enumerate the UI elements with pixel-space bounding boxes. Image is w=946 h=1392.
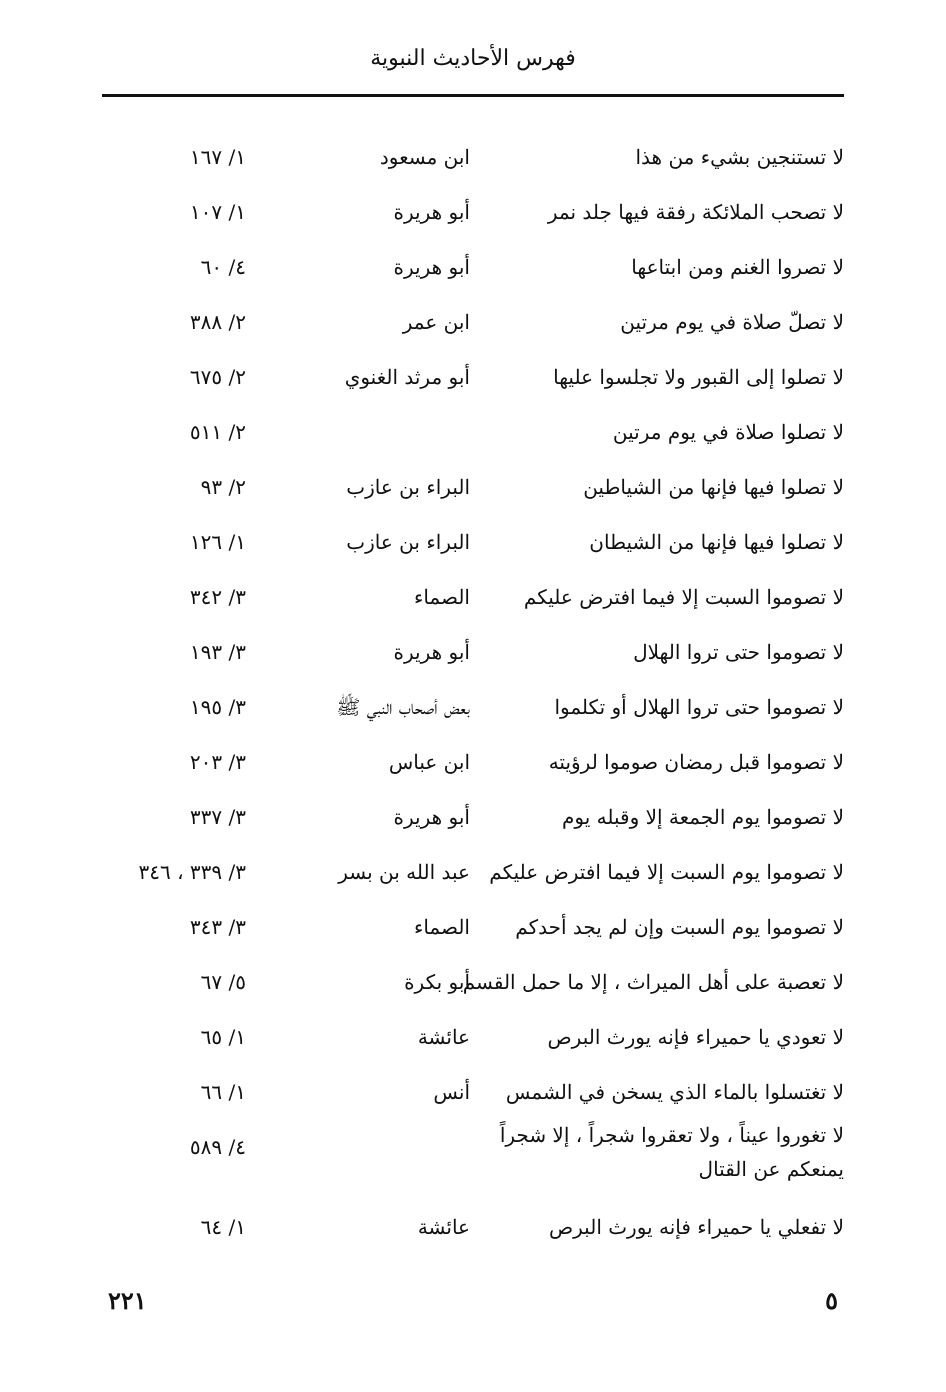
narrator-name: عائشة <box>417 1025 470 1049</box>
hadith-text: لا تغوروا عيناً ، ولا تعقروا شجراً ، إلا شجراً يمنعكم عن القتال <box>499 1123 844 1181</box>
volume-page-reference: ٤/ ٦٠ <box>200 255 246 279</box>
list-item <box>0 623 946 678</box>
hadith-text: لا تصلوا فيها فإنها من الشياطين <box>583 475 844 499</box>
list-item <box>0 293 946 348</box>
hadith-text: لا تصوموا حتى تروا الهلال أو تكلموا <box>554 695 844 719</box>
volume-number: ٥ <box>825 1286 838 1315</box>
list-item <box>0 953 946 1008</box>
volume-page-reference: ١/ ١٦٧ <box>189 145 246 169</box>
hadith-text: لا تصوموا يوم السبت إلا فيما افترض عليكم <box>489 860 844 884</box>
list-item <box>0 183 946 238</box>
list-item <box>0 238 946 293</box>
list-item <box>0 1118 946 1198</box>
narrator-name: أبو هريرة <box>393 255 470 279</box>
hadith-text: لا تصحب الملائكة رفقة فيها جلد نمر <box>547 200 844 224</box>
list-item <box>0 403 946 458</box>
narrator-name: الصماء <box>413 585 470 609</box>
hadith-text: لا تصلوا صلاة في يوم مرتين <box>612 420 844 444</box>
page-header-title: فهرس الأحاديث النبوية <box>370 46 576 71</box>
volume-page-reference: ٣/ ٣٤٢ <box>189 585 246 609</box>
list-item <box>0 788 946 843</box>
volume-page-reference: ٣/ ٢٠٣ <box>189 750 246 774</box>
narrator-name: البراء بن عازب <box>346 475 470 499</box>
list-item <box>0 1198 946 1253</box>
volume-page-reference: ١/ ٦٦ <box>200 1080 246 1104</box>
list-item <box>0 898 946 953</box>
page-number: ٢٢١ <box>108 1286 147 1315</box>
hadith-text: لا تعودي يا حميراء فإنه يورث البرص <box>547 1025 844 1049</box>
hadith-index-list <box>0 128 946 1253</box>
list-item <box>0 733 946 788</box>
narrator-name: ابن مسعود <box>379 145 470 169</box>
hadith-text: لا تفعلي يا حميراء فإنه يورث البرص <box>548 1215 844 1239</box>
hadith-text: لا تصلوا إلى القبور ولا تجلسوا عليها <box>553 365 844 389</box>
volume-page-reference: ٢/ ٩٣ <box>200 475 246 499</box>
list-item <box>0 1008 946 1063</box>
volume-page-reference: ١/ ١٢٦ <box>189 530 246 554</box>
list-item <box>0 678 946 733</box>
narrator-name: ابن عمر <box>402 310 470 334</box>
volume-page-reference: ١/ ١٠٧ <box>189 200 246 224</box>
narrator-name: أبو هريرة <box>393 805 470 829</box>
hadith-text: لا تصوموا السبت إلا فيما افترض عليكم <box>523 585 844 609</box>
hadith-text: لا تصوموا حتى تروا الهلال <box>633 640 844 664</box>
hadith-text: لا تغتسلوا بالماء الذي يسخن في الشمس <box>505 1080 844 1104</box>
narrator-name: عائشة <box>417 1215 470 1239</box>
hadith-text: لا تستنجين بشيء من هذا <box>635 145 844 169</box>
narrator-name: الصماء <box>413 915 470 939</box>
list-item <box>0 458 946 513</box>
volume-page-reference: ٣/ ١٩٥ <box>189 695 246 719</box>
hadith-text: لا تصوموا يوم السبت وإن لم يجد أحدكم <box>515 915 844 939</box>
hadith-text: لا تصوموا قبل رمضان صوموا لرؤيته <box>548 750 844 774</box>
narrator-name: البراء بن عازب <box>346 530 470 554</box>
narrator-name: ابن عباس <box>388 750 470 774</box>
volume-page-reference: ٣/ ١٩٣ <box>189 640 246 664</box>
hadith-text: لا تصوموا يوم الجمعة إلا وقبله يوم <box>561 805 844 829</box>
volume-page-reference: ٢/ ٥١١ <box>189 420 246 444</box>
list-item <box>0 568 946 623</box>
volume-page-reference: ٢/ ٣٨٨ <box>189 310 246 334</box>
volume-page-reference: ١/ ٦٥ <box>200 1025 246 1049</box>
volume-page-reference: ٥/ ٦٧ <box>200 970 246 994</box>
hadith-text: لا تعصبة على أهل الميراث ، إلا ما حمل القسم <box>462 970 844 994</box>
volume-page-reference: ٣/ ٣٣٩ ، ٣٤٦ <box>138 860 246 884</box>
hadith-text: لا تصروا الغنم ومن ابتاعها <box>631 255 844 279</box>
list-item <box>0 348 946 403</box>
narrator-name: أنس <box>433 1080 470 1104</box>
narrator-name: عبد الله بن بسر <box>338 860 470 884</box>
hadith-text: لا تصلّ صلاة في يوم مرتين <box>620 310 844 334</box>
volume-page-reference: ٢/ ٦٧٥ <box>189 365 246 389</box>
list-item <box>0 128 946 183</box>
narrator-name: أبو هريرة <box>393 200 470 224</box>
header-divider <box>102 94 844 97</box>
list-item <box>0 513 946 568</box>
volume-page-reference: ٤/ ٥٨٩ <box>189 1135 246 1159</box>
narrator-name: أبو هريرة <box>393 640 470 664</box>
narrator-name: بعض أصحاب النبي ﷺ <box>336 695 470 719</box>
hadith-text: لا تصلوا فيها فإنها من الشيطان <box>589 530 844 554</box>
volume-page-reference: ٣/ ٣٣٧ <box>189 805 246 829</box>
volume-page-reference: ٣/ ٣٤٣ <box>189 915 246 939</box>
list-item <box>0 1063 946 1118</box>
narrator-name: أبو مرثد الغنوي <box>344 365 470 389</box>
volume-page-reference: ١/ ٦٤ <box>200 1215 246 1239</box>
list-item <box>0 843 946 898</box>
narrator-name: أبو بكرة <box>404 970 470 994</box>
